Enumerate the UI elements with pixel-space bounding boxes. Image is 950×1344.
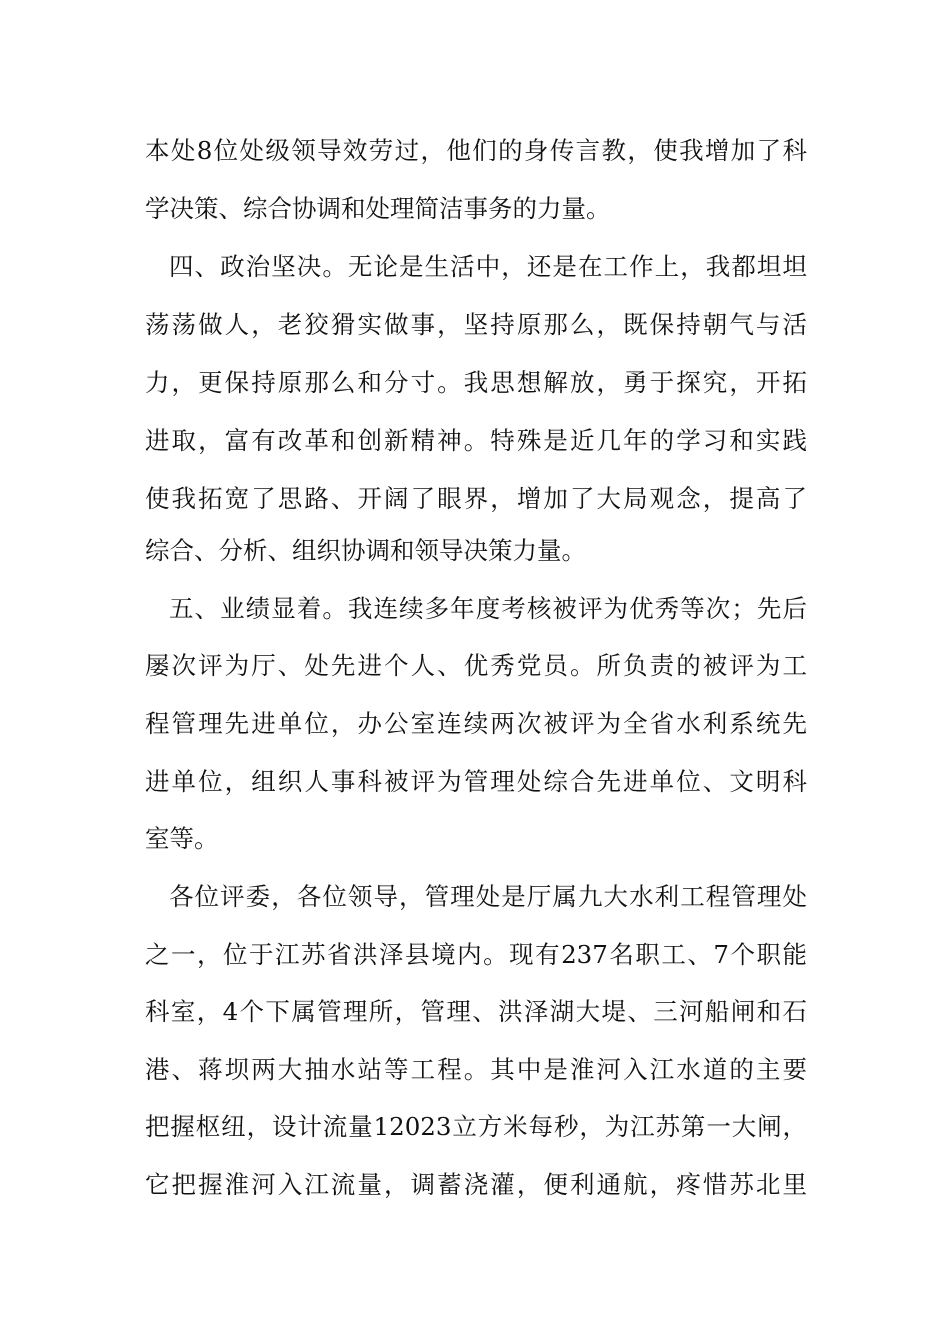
text-line: 五、业绩显着。我连续多年度考核被评为优秀等次；先后 bbox=[169, 594, 807, 623]
text-line: 荡荡做人，老狡猾实做事，坚持原那么，既保持朝气与活 bbox=[145, 310, 807, 339]
text-line: 港、蒋坝两大抽水站等工程。其中是淮河入江水道的主要 bbox=[145, 1055, 807, 1084]
text-line: 学决策、综合协调和处理简洁事务的力量。 bbox=[145, 194, 611, 223]
text-line: 进单位，组织人事科被评为管理处综合先进单位、文明科 bbox=[145, 767, 807, 796]
text-line: 屡次评为厅、处先进个人、优秀党员。所负责的被评为工 bbox=[145, 651, 807, 680]
text-line: 进取，富有改革和创新精神。特殊是近几年的学习和实践 bbox=[145, 426, 807, 455]
text-line: 之一，位于江苏省洪泽县境内。现有237名职工、7个职能 bbox=[145, 940, 807, 969]
text-line: 使我拓宽了思路、开阔了眼界，增加了大局观念，提高了 bbox=[145, 484, 807, 513]
text-line: 力，更保持原那么和分寸。我思想解放，勇于探究，开拓 bbox=[145, 368, 807, 397]
text-line: 各位评委，各位领导，管理处是厅属九大水利工程管理处 bbox=[169, 882, 807, 911]
text-line: 它把握淮河入江流量，调蓄浇灌，便利通航，疼惜苏北里 bbox=[145, 1170, 807, 1199]
text-line: 把握枢纽，设计流量12023立方米每秒，为江苏第一大闸， bbox=[145, 1112, 807, 1141]
text-line: 综合、分析、组织协调和领导决策力量。 bbox=[145, 536, 586, 565]
text-line: 科室，4个下属管理所，管理、洪泽湖大堤、三河船闸和石 bbox=[145, 997, 807, 1026]
text-line: 室等。 bbox=[145, 824, 219, 853]
text-line: 本处8位处级领导效劳过，他们的身传言教，使我增加了科 bbox=[145, 136, 807, 165]
text-line: 四、政治坚决。无论是生活中，还是在工作上，我都坦坦 bbox=[169, 252, 807, 281]
text-line: 程管理先进单位，办公室连续两次被评为全省水利系统先 bbox=[145, 709, 807, 738]
